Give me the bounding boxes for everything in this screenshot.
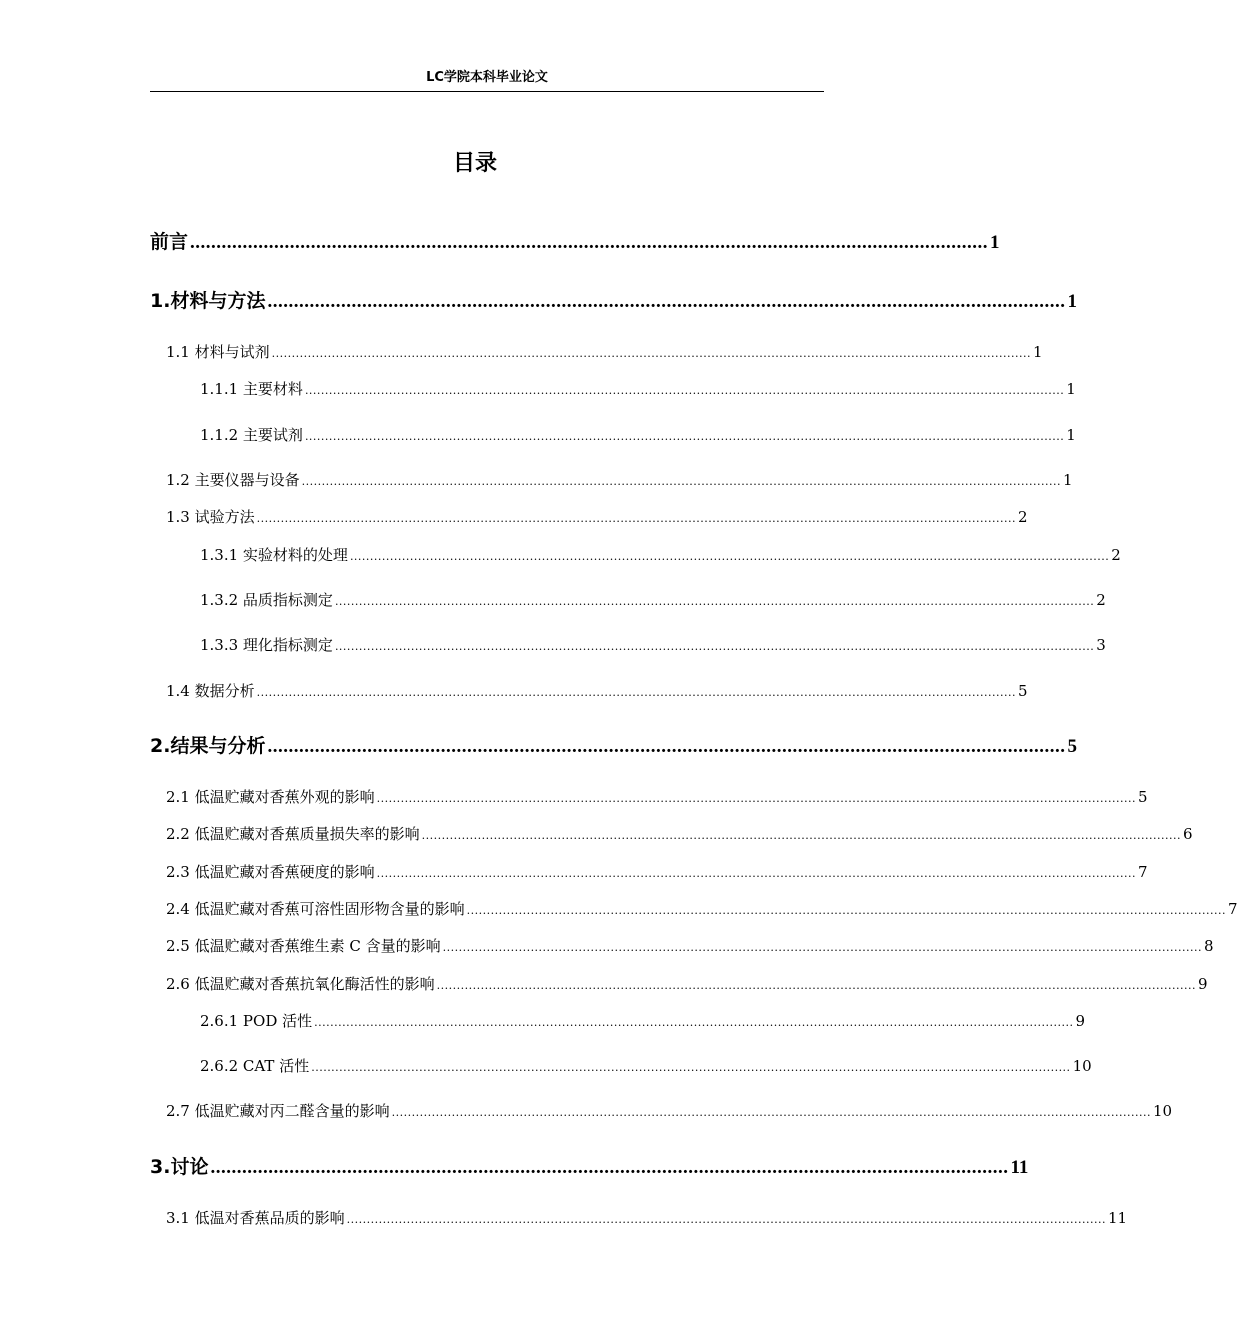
toc-entry-page: 2 bbox=[1096, 591, 1106, 609]
toc-leader: ........................................................................................................................................................ bbox=[190, 232, 989, 253]
toc-leader: .............................................................................................................................................................................................. bbox=[391, 1106, 1151, 1119]
toc-entry-page: 5 bbox=[1137, 788, 1148, 806]
toc-leader: ........................................................................................................................................................ bbox=[267, 291, 1066, 312]
toc-entry-2-4[interactable] bbox=[166, 898, 1238, 919]
toc-entry-label: 3.讨论 bbox=[150, 1156, 209, 1178]
toc-entry-chapter-2[interactable] bbox=[150, 731, 1077, 758]
toc-entry-page: 2 bbox=[1017, 508, 1028, 526]
toc-entry-1-1-1[interactable] bbox=[200, 378, 1076, 399]
toc-entry-2-7[interactable] bbox=[166, 1100, 1173, 1121]
toc-entry-3-1[interactable] bbox=[166, 1207, 1128, 1228]
toc-entry-2-2[interactable] bbox=[166, 823, 1193, 844]
toc-entry-1-4[interactable] bbox=[166, 680, 1028, 701]
toc-entry-1-1[interactable] bbox=[166, 341, 1043, 362]
toc-entry-1-3[interactable] bbox=[166, 506, 1028, 527]
toc-entry-2-5[interactable] bbox=[166, 935, 1214, 956]
toc-leader: .............................................................................................................................................................................................. bbox=[436, 979, 1196, 992]
toc-entry-page: 5 bbox=[1017, 682, 1028, 700]
toc-leader: .............................................................................................................................................................................................. bbox=[421, 829, 1181, 842]
toc-entry-label: 2.6.1 POD 活性 bbox=[200, 1012, 313, 1030]
toc-entry-page: 1 bbox=[1066, 380, 1076, 398]
toc-entry-page: 11 bbox=[1107, 1209, 1128, 1227]
toc-entry-2-3[interactable] bbox=[166, 861, 1148, 882]
toc-leader: .............................................................................................................................................................................................. bbox=[466, 904, 1226, 917]
toc-entry-label: 前言 bbox=[150, 231, 189, 253]
toc-entry-label: 1.3 试验方法 bbox=[166, 508, 255, 526]
toc-entry-chapter-1[interactable] bbox=[150, 286, 1077, 313]
toc-entry-label: 2.4 低温贮藏对香蕉可溶性固形物含量的影响 bbox=[166, 900, 465, 918]
toc-leader: .............................................................................................................................................................................................. bbox=[442, 941, 1202, 954]
toc-entry-label: 2.3 低温贮藏对香蕉硬度的影响 bbox=[166, 863, 375, 881]
toc-leader: .............................................................................................................................................................................................. bbox=[256, 686, 1016, 699]
toc-entry-page: 6 bbox=[1182, 825, 1193, 843]
toc-leader: .............................................................................................................................................................................................. bbox=[304, 430, 1065, 443]
toc-entry-page: 7 bbox=[1227, 900, 1238, 918]
toc-entry-label: 2.5 低温贮藏对香蕉维生素 C 含量的影响 bbox=[166, 937, 441, 955]
toc-leader: .............................................................................................................................................................................................. bbox=[271, 347, 1031, 360]
toc-entry-label: 1.材料与方法 bbox=[150, 290, 266, 312]
toc-entry-chapter-3[interactable] bbox=[150, 1152, 1029, 1179]
toc-leader: .............................................................................................................................................................................................. bbox=[314, 1016, 1074, 1029]
toc-entry-preface[interactable] bbox=[150, 227, 1000, 254]
toc-entry-page: 9 bbox=[1197, 975, 1208, 993]
toc-entry-label: 2.7 低温贮藏对丙二醛含量的影响 bbox=[166, 1102, 390, 1120]
toc-entry-label: 1.1.1 主要材料 bbox=[200, 380, 303, 398]
page-header: LC学院本科毕业论文 bbox=[426, 70, 548, 85]
toc-leader: .............................................................................................................................................................................................. bbox=[349, 550, 1110, 563]
toc-entry-label: 2.1 低温贮藏对香蕉外观的影响 bbox=[166, 788, 375, 806]
toc-entry-1-3-2[interactable] bbox=[200, 589, 1106, 610]
toc-entry-2-6-1[interactable] bbox=[200, 1010, 1086, 1031]
toc-leader: .............................................................................................................................................................................................. bbox=[301, 475, 1061, 488]
header-rule bbox=[150, 91, 824, 92]
toc-leader: .............................................................................................................................................................................................. bbox=[346, 1213, 1106, 1226]
toc-entry-1-3-1[interactable] bbox=[200, 544, 1121, 565]
toc-entry-label: 1.1 材料与试剂 bbox=[166, 343, 270, 361]
toc-leader: .............................................................................................................................................................................................. bbox=[334, 595, 1095, 608]
toc-entry-label: 2.6 低温贮藏对香蕉抗氧化酶活性的影响 bbox=[166, 975, 435, 993]
toc-entry-label: 1.3.1 实验材料的处理 bbox=[200, 546, 348, 564]
toc-leader: ........................................................................................................................................................ bbox=[267, 736, 1066, 757]
toc-entry-1-3-3[interactable] bbox=[200, 634, 1106, 655]
toc-entry-page: 5 bbox=[1067, 736, 1077, 757]
toc-leader: .............................................................................................................................................................................................. bbox=[376, 792, 1136, 805]
toc-entry-page: 10 bbox=[1152, 1102, 1173, 1120]
toc-entry-1-1-2[interactable] bbox=[200, 424, 1076, 445]
toc-entry-page: 2 bbox=[1111, 546, 1121, 564]
toc-leader: .............................................................................................................................................................................................. bbox=[376, 867, 1136, 880]
toc-entry-page: 8 bbox=[1204, 937, 1214, 955]
toc-entry-page: 7 bbox=[1137, 863, 1148, 881]
toc-entry-label: 1.3.3 理化指标测定 bbox=[200, 636, 333, 654]
toc-entry-page: 11 bbox=[1010, 1157, 1029, 1178]
toc-entry-label: 3.1 低温对香蕉品质的影响 bbox=[166, 1209, 345, 1227]
toc-entry-label: 1.2 主要仪器与设备 bbox=[166, 471, 300, 489]
toc-leader: .............................................................................................................................................................................................. bbox=[304, 384, 1065, 397]
toc-entry-label: 2.2 低温贮藏对香蕉质量损失率的影响 bbox=[166, 825, 420, 843]
toc-entry-2-1[interactable] bbox=[166, 786, 1148, 807]
toc-entry-page: 1 bbox=[990, 232, 1000, 253]
toc-entry-page: 10 bbox=[1072, 1057, 1092, 1075]
toc-entry-label: 1.4 数据分析 bbox=[166, 682, 255, 700]
toc-entry-label: 2.6.2 CAT 活性 bbox=[200, 1057, 310, 1075]
toc-title: 目录 bbox=[452, 151, 497, 176]
toc-leader: .............................................................................................................................................................................................. bbox=[334, 640, 1095, 653]
toc-leader: ........................................................................................................................................................ bbox=[210, 1157, 1009, 1178]
toc-entry-page: 1 bbox=[1062, 471, 1073, 489]
toc-entry-label: 2.结果与分析 bbox=[150, 735, 266, 757]
toc-entry-1-2[interactable] bbox=[166, 469, 1073, 490]
toc-entry-page: 1 bbox=[1067, 291, 1077, 312]
toc-leader: .............................................................................................................................................................................................. bbox=[256, 512, 1016, 525]
toc-entry-page: 1 bbox=[1066, 426, 1076, 444]
toc-entry-page: 3 bbox=[1096, 636, 1106, 654]
toc-entry-page: 1 bbox=[1032, 343, 1043, 361]
toc-leader: .............................................................................................................................................................................................. bbox=[311, 1061, 1071, 1074]
toc-entry-2-6[interactable] bbox=[166, 973, 1208, 994]
toc-entry-label: 1.1.2 主要试剂 bbox=[200, 426, 303, 444]
toc-entry-label: 1.3.2 品质指标测定 bbox=[200, 591, 333, 609]
toc-entry-2-6-2[interactable] bbox=[200, 1055, 1092, 1076]
toc-entry-page: 9 bbox=[1075, 1012, 1086, 1030]
